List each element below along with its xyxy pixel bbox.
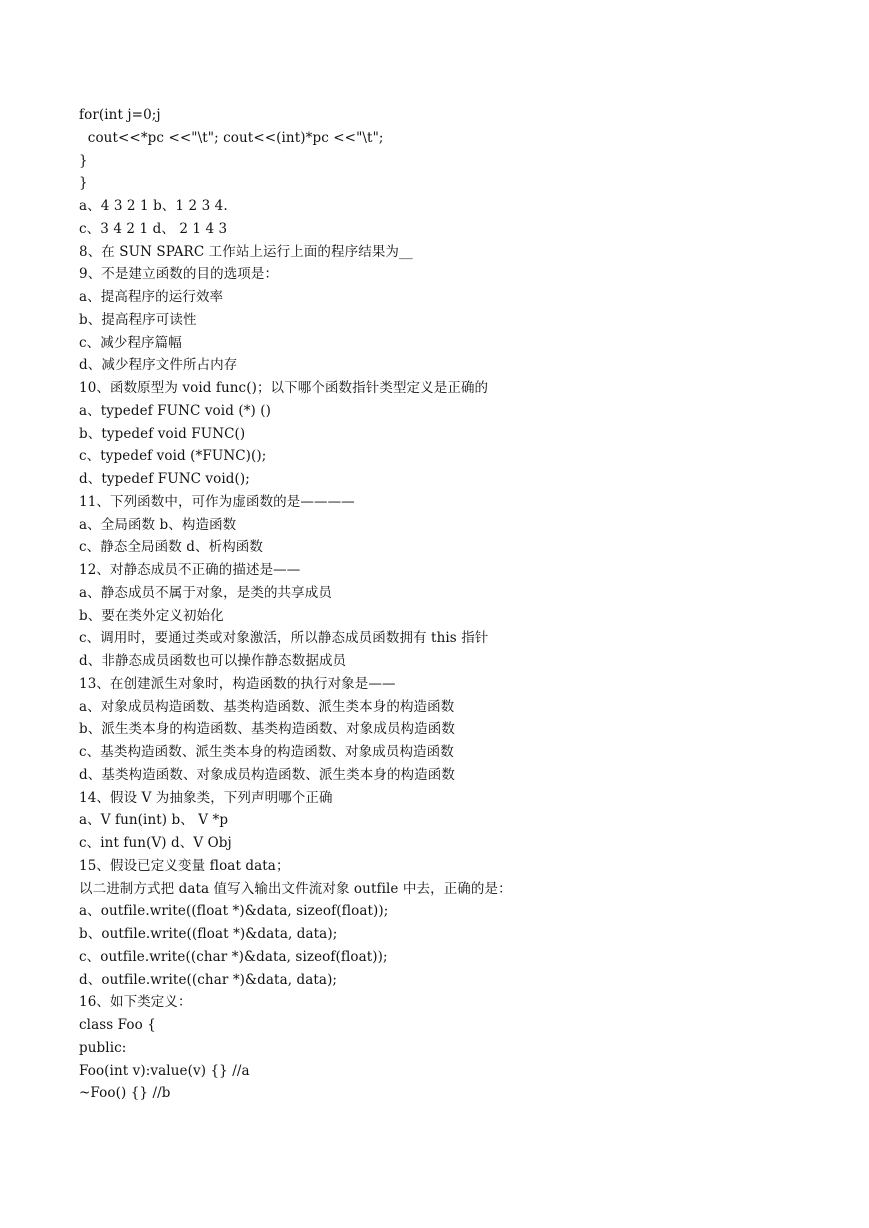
option-line: b、outfile.write((float *)&data, data);: [79, 926, 338, 942]
option-line: c、调用时，要通过类或对象激活，所以静态成员函数拥有 this 指针: [79, 630, 489, 647]
question-8: 8、在 SUN SPARC 工作站上运行上面的程序结果为__: [79, 243, 413, 260]
code-line: Foo(int v):value(v) {} //a: [79, 1062, 250, 1079]
code-line: ~Foo() {} //b: [79, 1085, 171, 1102]
option-line: d、outfile.write((char *)&data, data);: [79, 971, 338, 988]
option-line: c、outfile.write((char *)&data, sizeof(float));: [79, 948, 388, 965]
option-line: d、减少程序文件所占内存: [79, 357, 238, 374]
code-line: class Foo {: [79, 1017, 156, 1033]
question-15: 15、假设已定义变量 float data；: [79, 857, 290, 874]
option-line: b、typedef void FUNC(): [79, 425, 246, 442]
question-11: 11、下列函数中，可作为虚函数的是————: [79, 493, 355, 510]
option-line: a、提高程序的运行效率: [79, 289, 224, 305]
option-line: b、要在类外定义初始化: [79, 607, 224, 624]
question-14: 14、假设 V 为抽象类，下列声明哪个正确: [79, 789, 333, 806]
option-line: c、静态全局函数 d、析构函数: [79, 539, 263, 556]
option-line: a、对象成员构造函数、基类构造函数、派生类本身的构造函数: [79, 698, 455, 715]
option-line: a、静态成员不属于对象，是类的共享成员: [79, 584, 332, 601]
answer-options: c、3 4 2 1 d、 2 1 4 3: [79, 220, 228, 237]
question-9: 9、不是建立函数的目的选项是：: [79, 266, 279, 283]
code-line: }: [79, 175, 88, 192]
option-line: a、全局函数 b、构造函数: [79, 516, 237, 533]
option-line: a、V fun(int) b、 V *p: [79, 812, 229, 829]
option-line: b、提高程序可读性: [79, 311, 197, 328]
option-line: c、typedef void (*FUNC)();: [79, 448, 267, 465]
code-line: }: [79, 152, 88, 169]
answer-options: a、4 3 2 1 b、1 2 3 4.: [79, 198, 228, 214]
question-13: 13、在创建派生对象时，构造函数的执行对象是——: [79, 675, 396, 692]
option-line: d、非静态成员函数也可以操作静态数据成员: [79, 653, 347, 669]
question-15-stem: 以二进制方式把 data 值写入输出文件流对象 outfile 中去，正确的是：: [79, 880, 512, 897]
option-line: b、派生类本身的构造函数、基类构造函数、对象成员构造函数: [79, 721, 455, 738]
code-line: public:: [79, 1039, 127, 1056]
option-line: c、减少程序篇幅: [79, 334, 182, 351]
code-line: cout<<*pc <<"\t"; cout<<(int)*pc <<"\t";: [79, 129, 384, 146]
option-line: c、int fun(V) d、V Obj: [79, 835, 232, 851]
question-16: 16、如下类定义：: [79, 994, 192, 1011]
option-line: a、typedef FUNC void (*) (): [79, 402, 272, 419]
option-line: d、typedef FUNC void();: [79, 471, 250, 487]
option-line: a、outfile.write((float *)&data, sizeof(float));: [79, 903, 389, 920]
document-body: [79, 104, 512, 1105]
option-line: d、基类构造函数、对象成员构造函数、派生类本身的构造函数: [79, 766, 455, 783]
code-line: for(int j=0;j: [79, 107, 161, 123]
option-line: c、基类构造函数、派生类本身的构造函数、对象成员构造函数: [79, 744, 454, 760]
question-12: 12、对静态成员不正确的描述是——: [79, 562, 301, 578]
question-10: 10、函数原型为 void func()；以下哪个函数指针类型定义是正确的: [79, 380, 489, 396]
